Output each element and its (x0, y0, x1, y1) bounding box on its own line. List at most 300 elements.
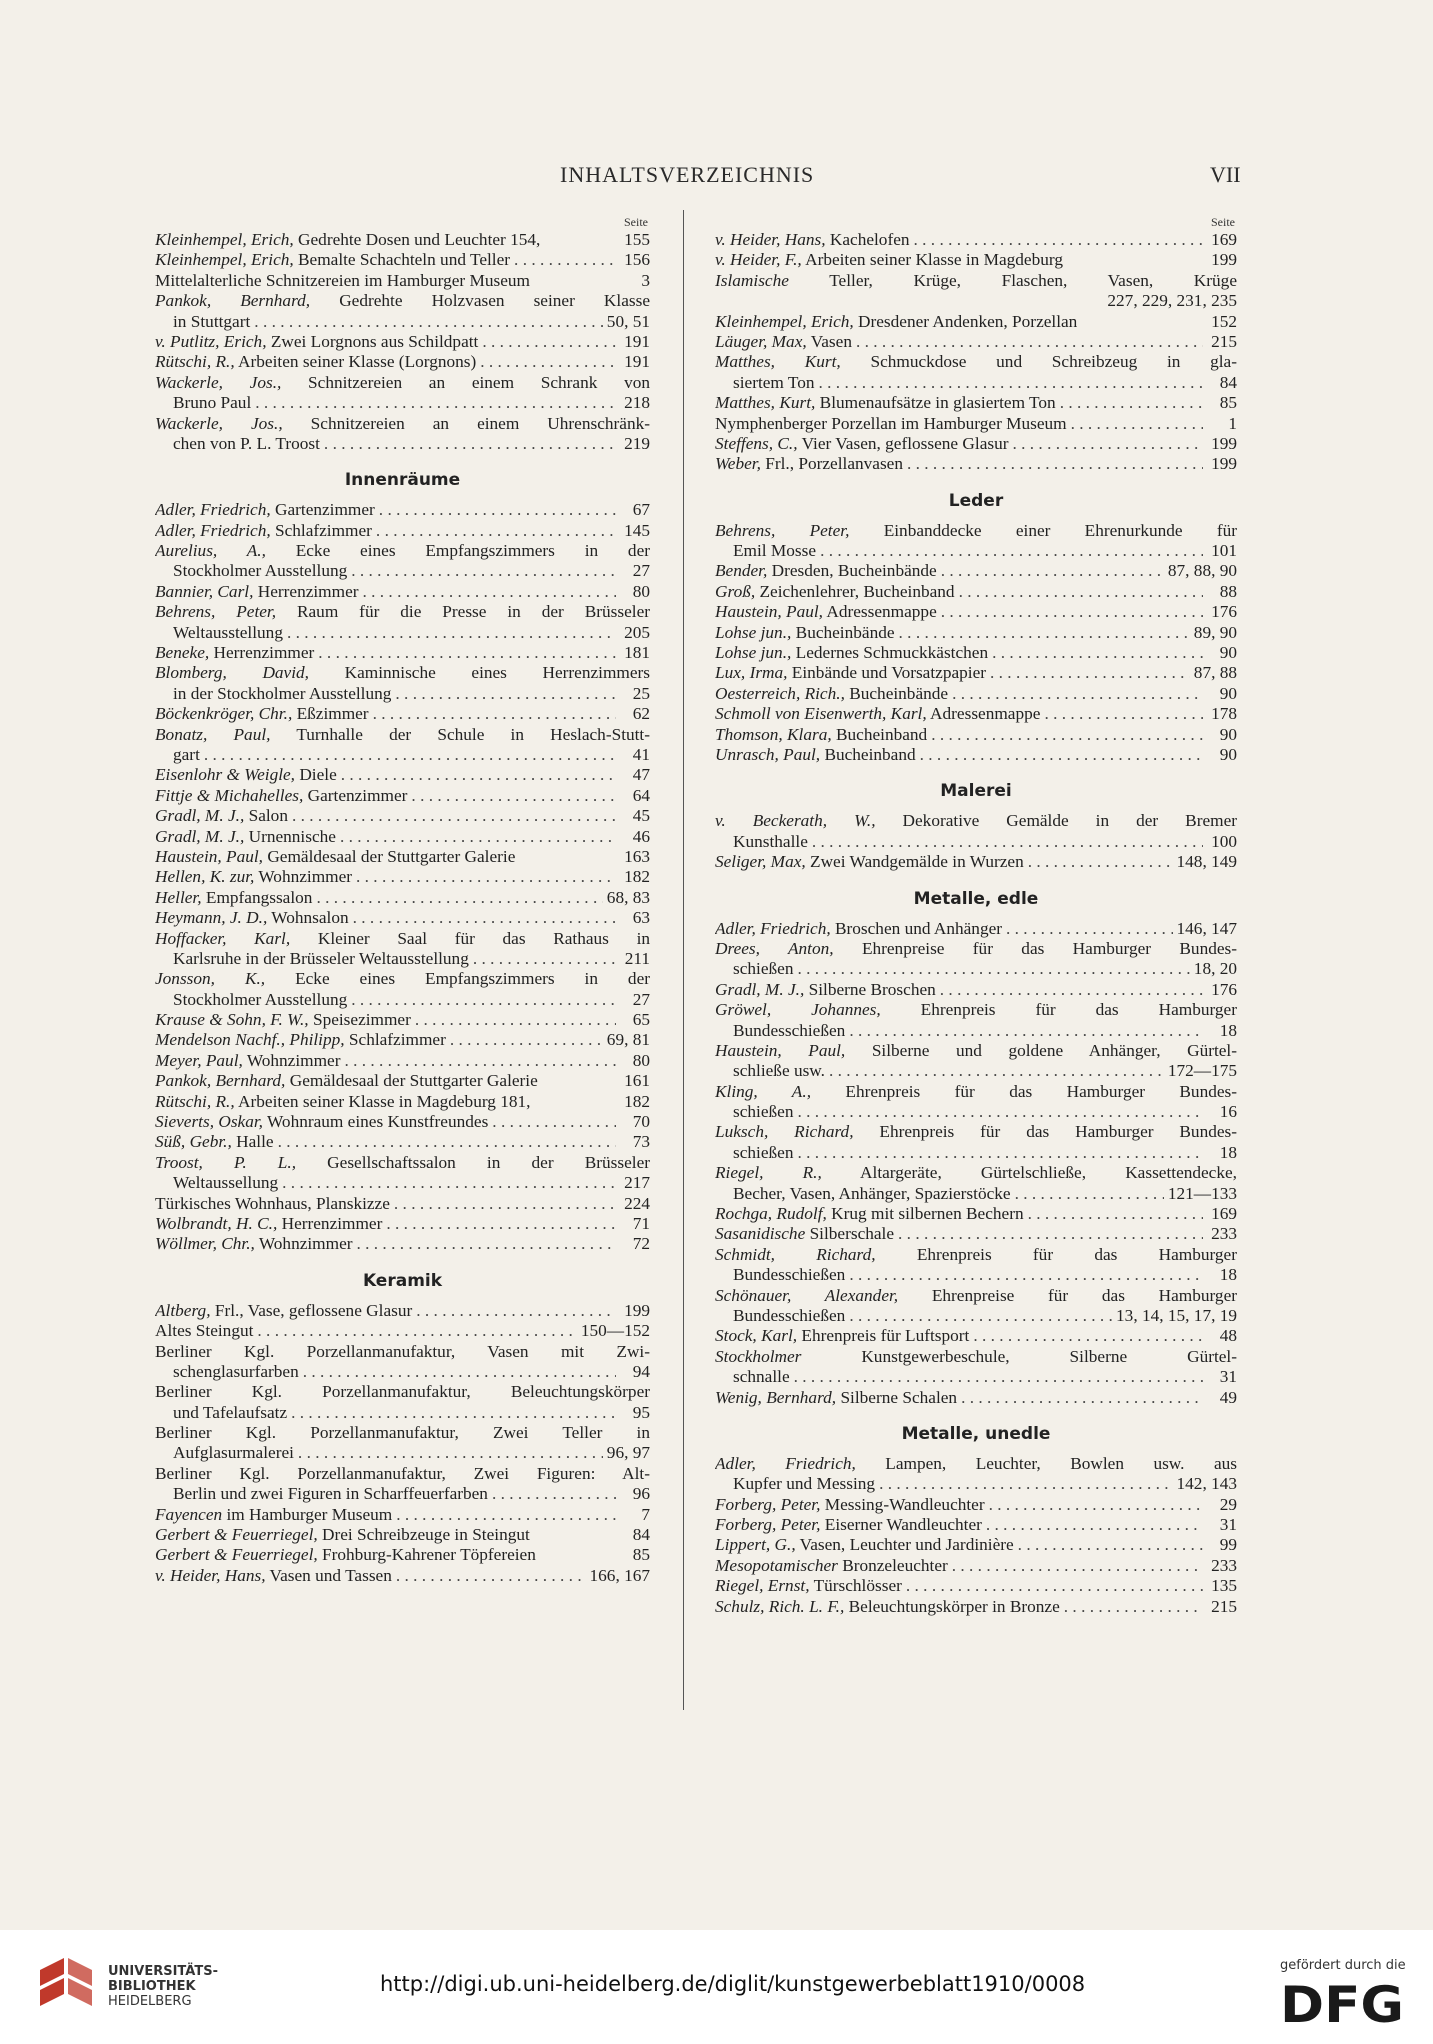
entry-line (155, 1132, 650, 1152)
right-column-body (715, 230, 1237, 1617)
page-reference: 156 (624, 250, 650, 270)
entry-text: Islamische Teller, Krüge, Flaschen, Vasen, Krüge (715, 270, 1237, 290)
entry-text: Süß, Gebr., Halle (155, 1132, 274, 1152)
dot-leader (450, 1030, 603, 1050)
index-entry (715, 602, 1237, 622)
index-entry (155, 271, 650, 291)
entry-line (155, 1566, 650, 1586)
entry-line (715, 1515, 1237, 1535)
entry-line (155, 352, 650, 372)
section-heading: Metalle, unedle (901, 1423, 1051, 1444)
dot-leader (907, 454, 1203, 474)
page-reference: 1 (1228, 413, 1237, 433)
dot-leader (797, 1143, 1203, 1163)
index-entry (155, 352, 650, 372)
index-entry (155, 1194, 650, 1214)
index-entry (155, 929, 650, 970)
entry-line (715, 959, 1237, 979)
dot-leader (344, 1051, 616, 1071)
page-reference: 16 (1219, 1102, 1237, 1122)
index-entry (155, 1030, 650, 1050)
dot-leader (324, 434, 616, 454)
page-reference: 27 (632, 561, 650, 581)
entry-text: Beneke, Herrenzimmer (155, 643, 315, 663)
entry-line (715, 852, 1237, 872)
entry-text: Emil Mosse (733, 541, 817, 561)
entry-line (715, 454, 1237, 474)
page-reference: 88 (1219, 581, 1237, 601)
dot-leader (940, 980, 1203, 1000)
index-entry (715, 704, 1237, 724)
entry-line (155, 908, 650, 928)
page-reference: 45 (632, 806, 650, 826)
page-reference: 121—133 (1167, 1183, 1237, 1203)
entry-line (715, 1347, 1237, 1367)
page-reference: 169 (1211, 1204, 1237, 1224)
entry-line (155, 312, 650, 332)
index-entry (715, 1535, 1237, 1555)
dot-leader (351, 561, 616, 581)
dfg-logo (1278, 1978, 1408, 2028)
page-reference: 18 (1219, 1142, 1237, 1162)
footer (0, 1930, 1433, 2044)
index-entry (155, 765, 650, 785)
dot-leader (797, 959, 1189, 979)
entry-text: Matthes, Kurt, Schmuckdose und Schreibzeug in gla- (715, 352, 1237, 372)
entry-text: Weber, Frl., Porzellanvasen (715, 454, 903, 474)
page-reference: 72 (632, 1234, 650, 1254)
entry-line (715, 393, 1237, 413)
entry-text: Adler, Friedrich, Broschen und Anhänger (715, 918, 1003, 938)
entry-line (715, 1204, 1237, 1224)
page-reference: 7 (641, 1504, 650, 1524)
entry-text: schließe usw. (733, 1061, 825, 1081)
dot-leader (819, 373, 1203, 393)
dot-leader (255, 393, 616, 413)
index-entry (155, 908, 650, 928)
index-entry (155, 1214, 650, 1234)
entry-text: Bundesschießen (733, 1305, 846, 1325)
entry-text: Berliner Kgl. Porzellanmanufaktur, Vasen mit Zwi- (155, 1341, 650, 1361)
page-reference: 227, 229, 231, 235 (1107, 291, 1237, 311)
index-entry (715, 352, 1237, 393)
entry-text: Kling, A., Ehrenpreis für das Hamburger Bundes- (715, 1081, 1237, 1101)
entry-text: Gradl, M. J., Silberne Broschen (715, 979, 936, 999)
entry-text: in Stuttgart (173, 311, 251, 331)
index-entry (155, 500, 650, 520)
dot-leader (396, 1505, 616, 1525)
entry-line (715, 312, 1237, 332)
index-entry (155, 1234, 650, 1254)
entry-text: Stockholmer Ausstellung (173, 989, 348, 1009)
index-entry (155, 847, 650, 867)
dot-leader (386, 1214, 616, 1234)
entry-line (155, 271, 650, 291)
page-reference: 90 (1219, 744, 1237, 764)
index-entry (715, 1326, 1237, 1346)
entry-line (155, 541, 650, 561)
page-reference: 13, 14, 15, 17, 19 (1116, 1305, 1237, 1325)
entry-line (715, 1556, 1237, 1576)
entry-line (715, 1184, 1237, 1204)
dot-leader (1015, 1184, 1164, 1204)
dot-leader (1018, 1535, 1203, 1555)
index-entry (715, 561, 1237, 581)
index-entry (715, 230, 1237, 250)
entry-line (715, 663, 1237, 683)
page-reference: 50, 51 (606, 311, 650, 331)
index-entry (155, 230, 650, 250)
entry-line (155, 1321, 650, 1341)
entry-text: schnalle (733, 1367, 790, 1387)
page-reference: 64 (632, 785, 650, 805)
entry-line (155, 250, 650, 270)
entry-line (715, 434, 1237, 454)
entry-text: Seliger, Max, Zwei Wandgemälde in Wurzen (715, 852, 1024, 872)
entry-line (155, 1484, 650, 1504)
entry-line (155, 725, 650, 745)
entry-line (155, 1525, 650, 1545)
index-entry (715, 623, 1237, 643)
dot-leader (411, 786, 616, 806)
dot-leader (1044, 704, 1203, 724)
entry-line (155, 1092, 650, 1112)
entry-text: Sasanidische Silberschale (715, 1224, 895, 1244)
page-reference: 191 (624, 331, 650, 351)
page-reference: 27 (632, 989, 650, 1009)
entry-line (155, 332, 650, 352)
entry-text: Blomberg, David, Kaminnische eines Herrenzimmers (155, 663, 650, 683)
entry-text: schießen (733, 959, 794, 979)
entry-text: Gerbert & Feuerriegel, Drei Schreibzeuge in Steingut (155, 1525, 530, 1545)
dot-leader (1064, 1597, 1203, 1617)
page-reference: 217 (624, 1173, 650, 1193)
entry-text: Adler, Friedrich, Schlafzimmer (155, 520, 372, 540)
dot-leader (316, 888, 602, 908)
page-title: INHALTSVERZEICHNIS (560, 162, 815, 187)
index-entry (155, 1153, 650, 1194)
entry-line (155, 1443, 650, 1463)
entry-line (155, 806, 650, 826)
entry-line (155, 827, 650, 847)
page-reference: 155 (624, 230, 650, 249)
page-reference: 169 (1211, 230, 1237, 249)
entry-text: Wenig, Bernhard, Silberne Schalen (715, 1387, 958, 1407)
dot-leader (473, 949, 616, 969)
dot-leader (282, 1173, 616, 1193)
dot-leader (849, 1021, 1203, 1041)
funder-label: gefördert durch die (1280, 1958, 1406, 1973)
entry-line (155, 1214, 650, 1234)
dot-leader (849, 1265, 1203, 1285)
entry-text: Weltaussellung (173, 1173, 279, 1193)
page-reference: 199 (624, 1300, 650, 1320)
entry-text: Oesterreich, Rich., Bucheinbände (715, 683, 949, 703)
index-entry (715, 332, 1237, 352)
index-entry (715, 1495, 1237, 1515)
entry-line (155, 1423, 650, 1443)
entry-text: Fittje & Michahelles, Gartenzimmer (155, 785, 408, 805)
entry-line (155, 867, 650, 887)
entry-line (715, 1041, 1237, 1061)
left-column (155, 216, 650, 1586)
index-entry (715, 684, 1237, 704)
index-entry (155, 332, 650, 352)
page-reference: 182 (624, 1091, 650, 1111)
entry-text: Heymann, J. D., Wohnsalon (155, 908, 349, 928)
entry-text: v. Beckerath, W., Dekorative Gemälde in der Bremer (715, 811, 1237, 831)
dot-leader (898, 1224, 1203, 1244)
entry-line (155, 643, 650, 663)
page-reference: 3 (641, 270, 650, 290)
entry-line (715, 1000, 1237, 1020)
page-reference: 90 (1219, 724, 1237, 744)
index-entry (155, 663, 650, 704)
dot-leader (920, 745, 1203, 765)
page-reference: 211 (624, 948, 650, 968)
entry-text: Schmidt, Richard, Ehrenpreis für das Hamburger (715, 1244, 1237, 1264)
entry-text: Hellen, K. zur, Wohnzimmer (155, 867, 353, 887)
dot-leader (989, 1495, 1203, 1515)
entry-line (155, 1051, 650, 1071)
entry-text: Gradl, M. J., Salon (155, 806, 288, 826)
section-heading: Leder (948, 490, 1004, 511)
entry-line (715, 582, 1237, 602)
dot-leader (992, 643, 1203, 663)
page-header (0, 162, 1433, 192)
entry-text: Matthes, Kurt, Blumenaufsätze in glasiertem Ton (715, 393, 1056, 413)
entry-line (155, 393, 650, 413)
dot-leader (415, 1010, 616, 1030)
entry-line (715, 623, 1237, 643)
index-entry (715, 725, 1237, 745)
entry-line (715, 250, 1237, 270)
section-heading: Keramik (362, 1270, 443, 1291)
entry-line (155, 1173, 650, 1193)
dot-leader (959, 582, 1203, 602)
entry-text: Steffens, C., Vier Vasen, geflossene Glasur (715, 433, 1009, 453)
entry-line (715, 704, 1237, 724)
entry-line (715, 332, 1237, 352)
entry-line (155, 623, 650, 643)
page-reference: 70 (632, 1112, 650, 1132)
section-heading: Innenräume (344, 470, 461, 491)
index-entry (155, 250, 650, 270)
entry-text: Weltausstellung (173, 622, 283, 642)
page-reference: 84 (1219, 372, 1237, 392)
library-line-1: UNIVERSITÄTS- (108, 1964, 218, 1979)
entry-text: Behrens, Peter, Raum für die Presse in der Brüsseler (155, 602, 650, 622)
source-url-link[interactable]: http://digi.ub.uni-heidelberg.de/diglit/kunstgewerbeblatt1910/0008 (380, 1972, 1086, 1996)
entry-line (715, 1306, 1237, 1326)
entry-line (715, 1163, 1237, 1183)
dot-leader (351, 990, 616, 1010)
page-reference: 89, 90 (1193, 622, 1237, 642)
entry-text: Heller, Empfangssalon (155, 887, 313, 907)
entry-line (155, 1342, 650, 1362)
entry-text: Bruno Paul (173, 393, 252, 413)
entry-text: Bundesschießen (733, 1265, 846, 1285)
index-entry (715, 414, 1237, 434)
entry-text: Berliner Kgl. Porzellanmanufaktur, Zwei Figuren: Alt- (155, 1463, 650, 1483)
entry-line (155, 1362, 650, 1382)
entry-line (155, 786, 650, 806)
entry-line (715, 725, 1237, 745)
index-entry (155, 969, 650, 1010)
entry-text: chen von P. L. Troost (173, 433, 320, 453)
entry-text: gart (173, 744, 200, 764)
entry-text: Berliner Kgl. Porzellanmanufaktur, Zwei Teller in (155, 1423, 650, 1443)
entry-text: Wackerle, Jos., Schnitzereien an einem Schrank von (155, 372, 650, 392)
entry-text: Kleinhempel, Erich, Gedrehte Dosen und Leuchter 154, (155, 230, 541, 249)
entry-line (715, 541, 1237, 561)
index-entry (155, 1505, 650, 1525)
entry-line (715, 1143, 1237, 1163)
seite-label: Seite (624, 215, 648, 229)
entry-text: Sieverts, Oskar, Wohnraum eines Kunstfreundes (155, 1112, 489, 1132)
entry-line (715, 1597, 1237, 1617)
seite-label: Seite (1211, 215, 1235, 229)
entry-text: v. Heider, F., Arbeiten seiner Klasse in Magdeburg (715, 250, 1063, 270)
page-reference: 176 (1211, 979, 1237, 999)
entry-text: Türkisches Wohnhaus, Planskizze (155, 1193, 390, 1213)
index-entry (715, 434, 1237, 454)
entry-text: Läuger, Max, Vasen (715, 331, 852, 351)
dot-leader (899, 623, 1190, 643)
dot-leader (914, 230, 1203, 250)
entry-text: Rütschi, R., Arbeiten seiner Klasse in Magdeburg 181, (155, 1091, 531, 1111)
entry-line (155, 1382, 650, 1402)
entry-line (155, 500, 650, 520)
dot-leader (376, 521, 616, 541)
index-entry (155, 1342, 650, 1383)
entry-text: Altberg, Frl., Vase, geflossene Glasur (155, 1300, 413, 1320)
index-entry (715, 1388, 1237, 1408)
page-reference: 166, 167 (589, 1565, 650, 1585)
library-line-2: BIBLIOTHEK (108, 1979, 196, 1994)
entry-text: Kunsthalle (733, 831, 808, 851)
entry-text: Luksch, Richard, Ehrenpreis für das Hamburger Bundes- (715, 1122, 1237, 1142)
index-entry (155, 806, 650, 826)
entry-line (715, 1495, 1237, 1515)
page-reference: 181 (624, 643, 650, 663)
page-reference: 25 (632, 683, 650, 703)
entry-line (155, 1194, 650, 1214)
entry-text: Bannier, Carl, Herrenzimmer (155, 581, 359, 601)
page-reference: 68, 83 (606, 887, 650, 907)
page-reference: 84 (632, 1525, 650, 1545)
entry-line (155, 704, 650, 724)
entry-text: Karlsruhe in der Brüsseler Weltausstellung (173, 948, 469, 968)
entry-line (155, 434, 650, 454)
page-reference: 218 (624, 393, 650, 413)
dot-leader (416, 1301, 616, 1321)
entry-text: Pankok, Bernhard, Gedrehte Holzvasen seiner Klasse (155, 291, 650, 311)
dot-leader (396, 1566, 586, 1586)
page-reference: 85 (1219, 393, 1237, 413)
index-entry (155, 786, 650, 806)
index-entry (715, 1515, 1237, 1535)
entry-line (155, 230, 650, 250)
entry-line (155, 1464, 650, 1484)
index-entry (715, 1556, 1237, 1576)
entry-line (715, 352, 1237, 372)
page-reference: 100 (1211, 831, 1237, 851)
index-entry (715, 1245, 1237, 1286)
entry-line (715, 602, 1237, 622)
page-reference: 199 (1211, 433, 1237, 453)
page-reference: 161 (624, 1071, 650, 1091)
dot-leader (379, 500, 616, 520)
entry-text: v. Heider, Hans, Vasen und Tassen (155, 1565, 392, 1585)
entry-line (155, 1234, 650, 1254)
page-reference: 90 (1219, 643, 1237, 663)
entry-text: Altes Steingut (155, 1321, 254, 1341)
column-divider (683, 210, 684, 1710)
entry-text: Haustein, Paul, Silberne und goldene Anhänger, Gürtel- (715, 1040, 1237, 1060)
index-entry (715, 745, 1237, 765)
entry-text: Pankok, Bernhard, Gemäldesaal der Stuttgarter Galerie (155, 1071, 538, 1091)
entry-text: Berliner Kgl. Porzellanmanufaktur, Beleuchtungskörper (155, 1382, 650, 1402)
index-entry (155, 1112, 650, 1132)
entry-line (155, 745, 650, 765)
page-reference: 96, 97 (606, 1443, 650, 1463)
dot-leader (973, 1326, 1203, 1346)
dot-leader (353, 908, 616, 928)
page-reference: 142, 143 (1176, 1474, 1237, 1494)
dot-leader (492, 1484, 616, 1504)
entry-text: Lohse jun., Bucheinbände (715, 622, 895, 642)
entry-text: Stockholmer Ausstellung (173, 561, 348, 581)
page-reference: 219 (624, 433, 650, 453)
page-reference: 80 (632, 581, 650, 601)
left-column-body (155, 230, 650, 1586)
page-reference: 95 (632, 1402, 650, 1422)
dot-leader (797, 1102, 1203, 1122)
page-reference: 146, 147 (1176, 918, 1237, 938)
index-entry (155, 1464, 650, 1505)
entry-line (715, 919, 1237, 939)
page-reference: 135 (1211, 1576, 1237, 1596)
dot-leader (341, 765, 616, 785)
page-reference: 65 (632, 1010, 650, 1030)
entry-text: Mesopotamischer Bronzeleuchter (715, 1555, 948, 1575)
dot-leader (482, 332, 616, 352)
entry-line (715, 1082, 1237, 1102)
dot-leader (941, 561, 1164, 581)
entry-line (155, 847, 650, 867)
page-reference: 178 (1211, 704, 1237, 724)
index-entry (155, 827, 650, 847)
index-entry (715, 1041, 1237, 1082)
index-entry (715, 939, 1237, 980)
entry-text: Mittelalterliche Schnitzereien im Hamburger Museum (155, 270, 530, 290)
page-reference: 31 (1219, 1515, 1237, 1535)
entry-text: Thomson, Klara, Bucheinband (715, 724, 928, 744)
page-reference: 172—175 (1167, 1061, 1237, 1081)
entry-line (715, 291, 1237, 311)
index-entry (155, 1545, 650, 1565)
dot-leader (492, 1112, 616, 1132)
dot-leader (514, 250, 616, 270)
entry-line (155, 291, 650, 311)
index-entry (155, 1382, 650, 1423)
entry-line (155, 602, 650, 622)
page-reference: 46 (632, 826, 650, 846)
entry-line (155, 582, 650, 602)
dot-leader (363, 582, 617, 602)
page-reference: 62 (632, 704, 650, 724)
